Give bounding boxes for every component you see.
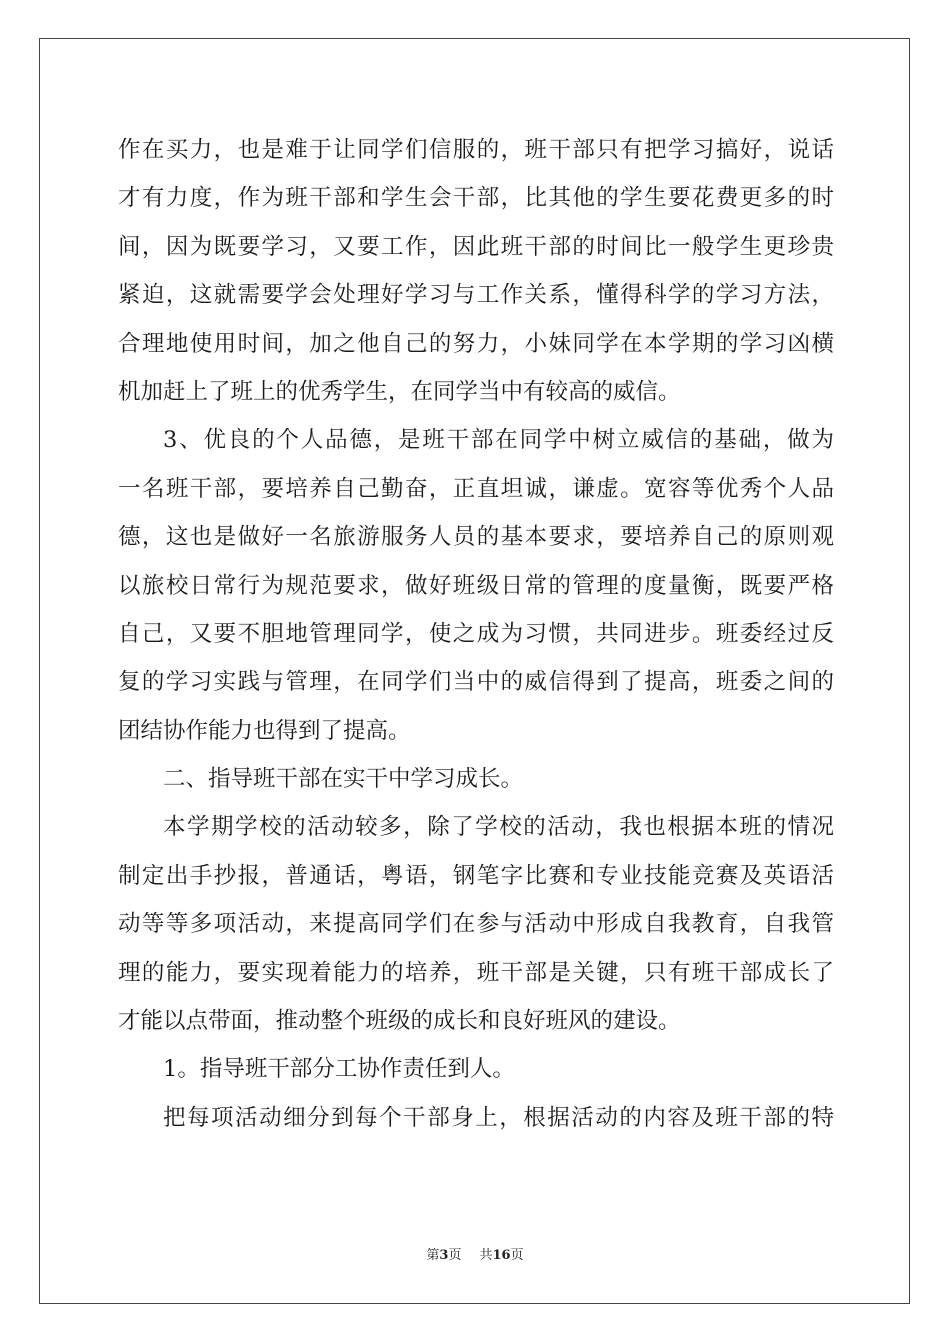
total-pages: 16 [492,1248,511,1263]
document-body [118,126,834,1142]
text-line: 把每项活动细分到每个干部身上，根据活动的内容及班干部的特 [163,1104,834,1131]
text-line: 动等等多项活动，来提高同学们在参与活动中形成自我教育，自我管 [118,911,834,938]
text-line: 机加赶上了班上的优秀学生，在同学当中有较高的威信。 [118,378,681,405]
text-line: 一名班干部，要培养自己勤奋，正直坦诚，谦虚。宽容等优秀个人品 [118,475,834,502]
text-line: 作在买力，也是难于让同学们信服的，班干部只有把学习搞好，说话 [118,137,834,163]
text-line: 理的能力，要实现着能力的培养，班干部是关键，只有班干部成长了 [118,959,834,986]
text-line: 自己，又要不胆地管理同学，使之成为习惯，共同进步。班委经过反 [118,620,834,647]
page-footer [0,1244,950,1263]
text-line: 团结协作能力也得到了提高。 [118,717,411,744]
text-line: 才有力度，作为班干部和学生会干部，比其他的学生要花费更多的时 [118,185,834,212]
text-line: 德，这也是做好一名旅游服务人员的基本要求，要培养自己的原则观 [118,524,834,551]
text-line: 3、优良的个人品德，是班干部在同学中树立威信的基础，做为 [163,427,834,454]
page-prefix: 第 [426,1248,440,1263]
text-line: 二、指导班干部在实干中学习成长。 [163,766,524,793]
text-line: 紧迫，这就需要学会处理好学习与工作关系，懂得科学的学习方法， [118,282,834,309]
text-line: 合理地使用时间，加之他自己的努力，小妹同学在本学期的学习凶横 [118,330,834,357]
text-line: 复的学习实践与管理，在同学们当中的威信得到了提高，班委之间的 [118,669,834,696]
text-line: 制定出手抄报，普通话，粤语，钢笔字比赛和专业技能竞赛及英语活 [118,862,834,889]
text-line: 以旅校日常行为规范要求，做好班级日常的管理的度量衡，既要严格 [118,572,834,599]
text-line: 本学期学校的活动较多，除了学校的活动，我也根据本班的情况 [163,814,834,841]
page-number: 3 [439,1248,449,1263]
page-suffix: 页 [448,1248,462,1263]
text-line: 间，因为既要学习，又要工作，因此班干部的时间比一般学生更珍贵 [118,233,834,260]
text-line: 才能以点带面，推动整个班级的成长和良好班风的建设。 [118,1008,681,1035]
total-prefix: 共 [479,1248,493,1263]
total-suffix: 页 [510,1248,524,1263]
text-line: 1。指导班干部分工协作责任到人。 [163,1056,515,1083]
